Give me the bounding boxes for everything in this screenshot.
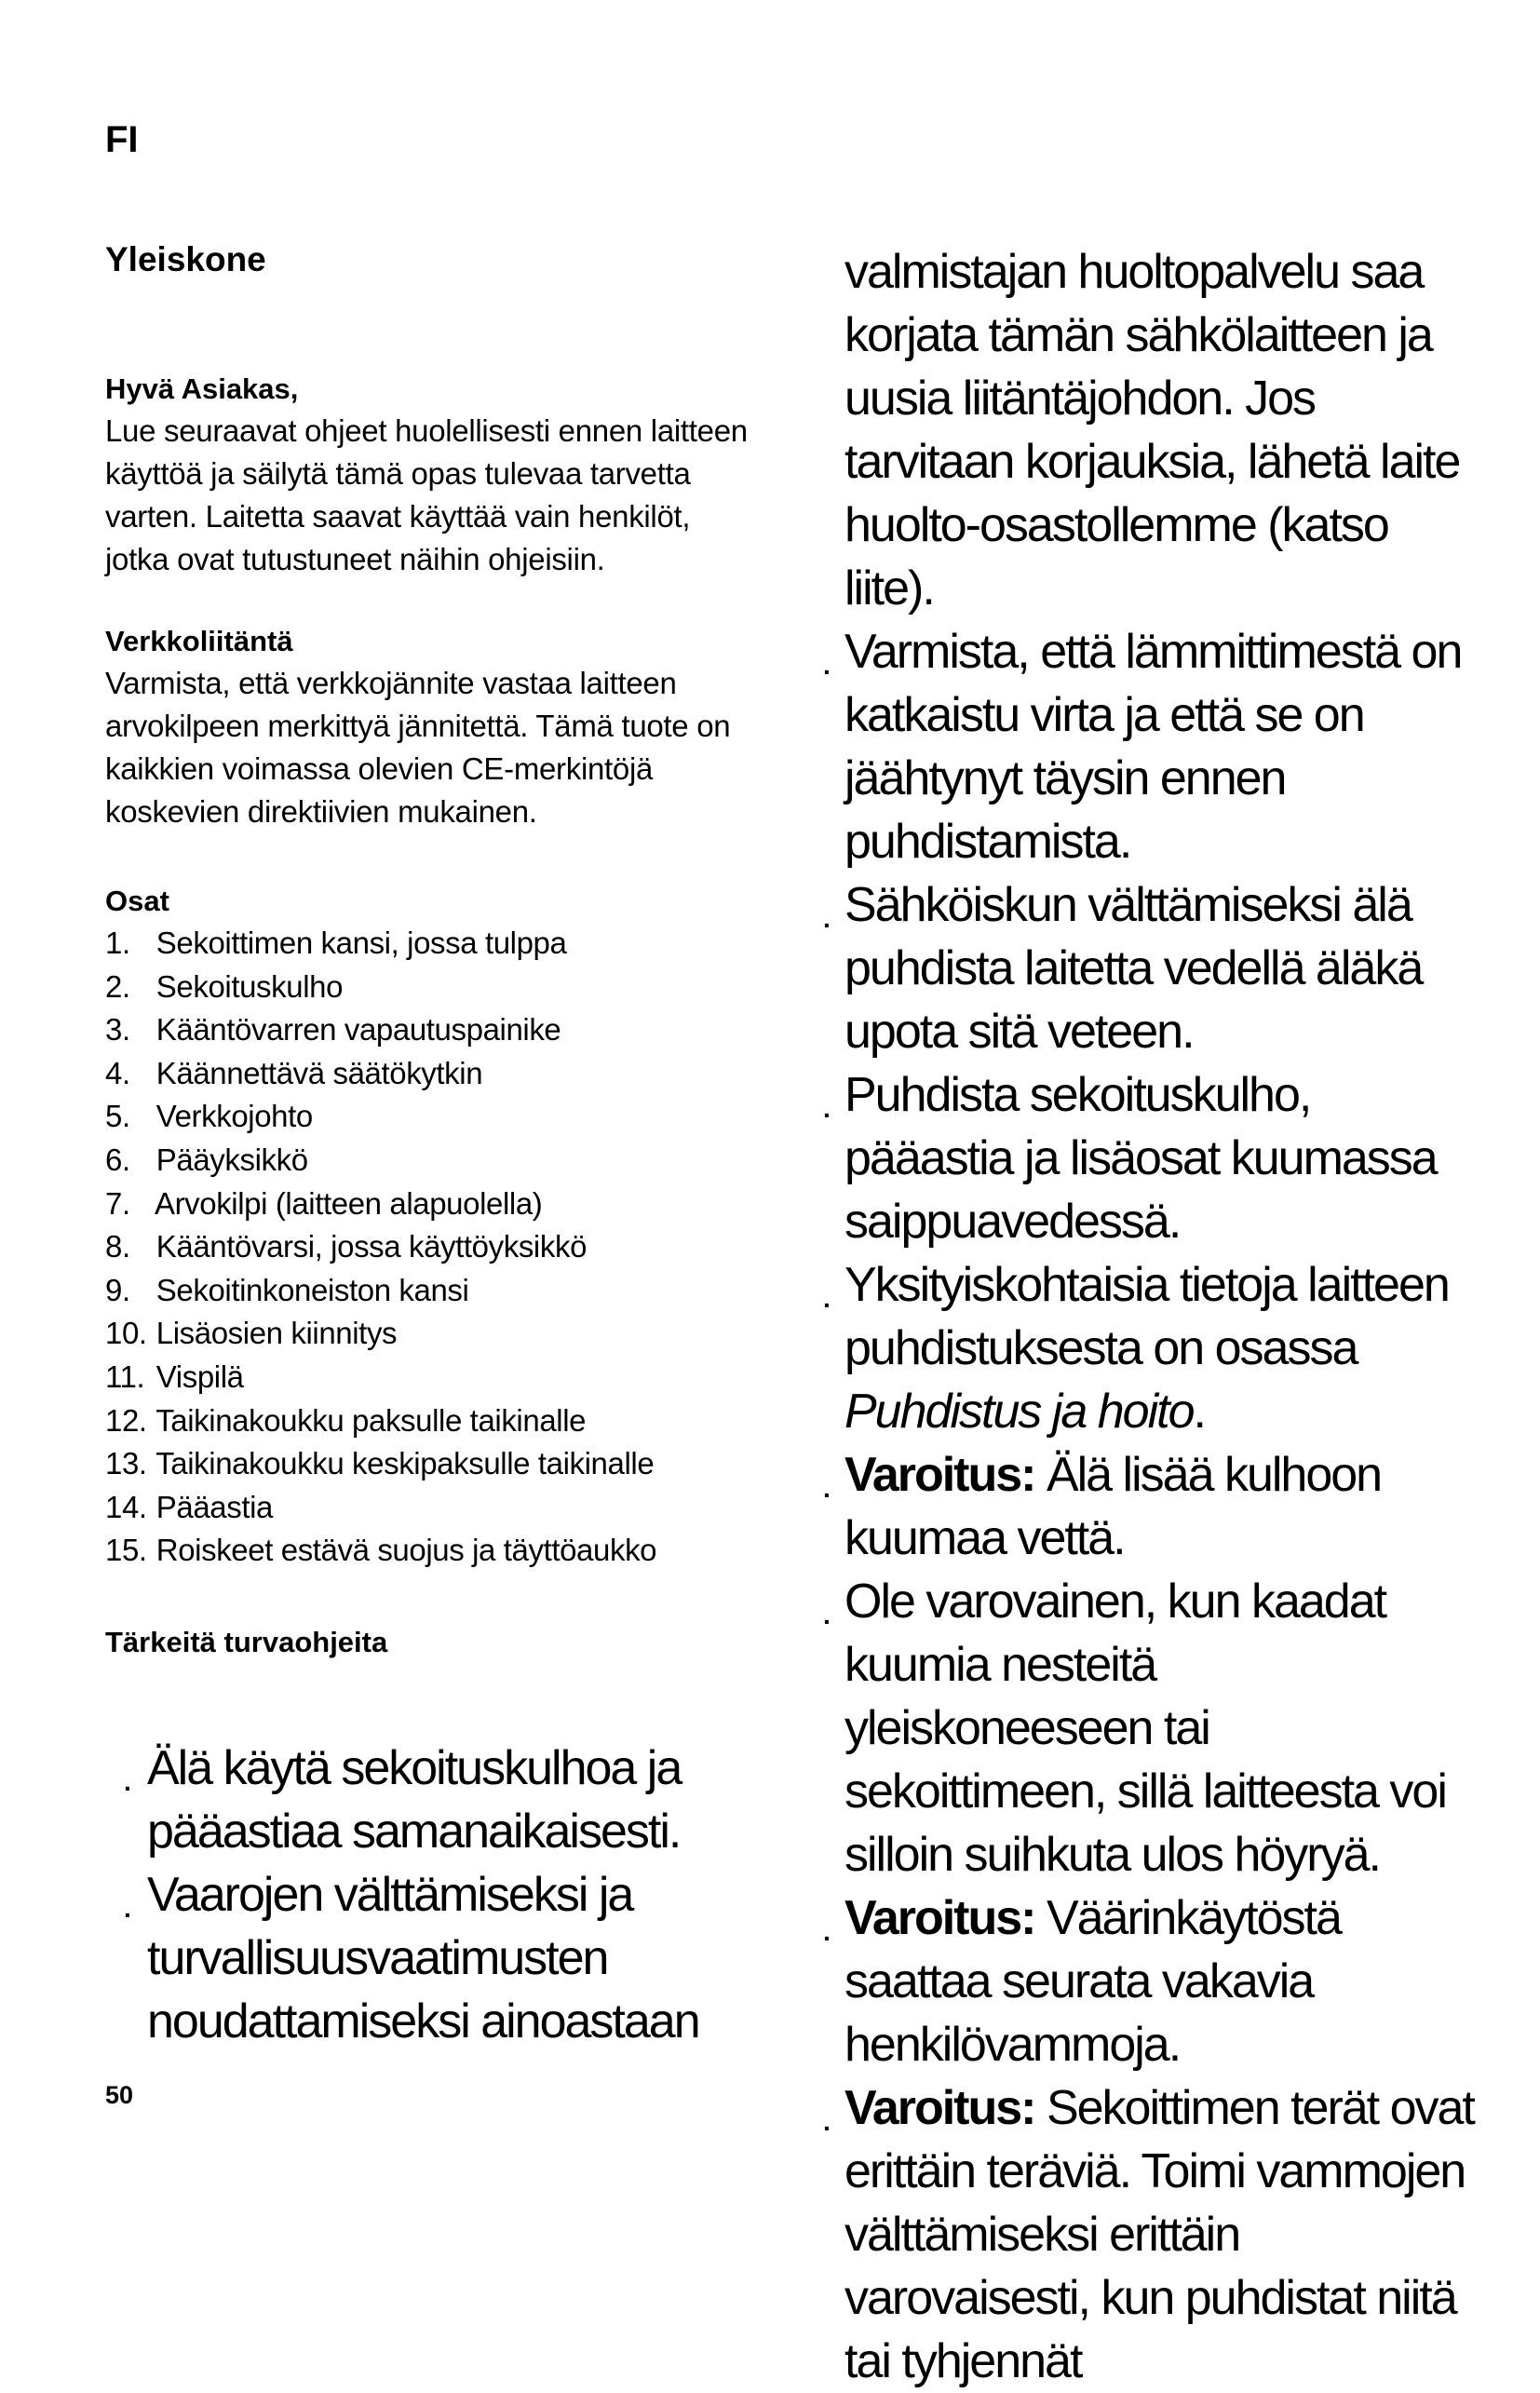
bullet-icon: · xyxy=(823,911,831,940)
warning-bullet: · Varoitus: Älä lisää kulhoon kuumaa vettä. xyxy=(823,1448,1382,1565)
safety-bullet: · Vaarojen välttämiseksi ja turvallisuusvaatimusten noudattamiseksi ainoastaan xyxy=(124,1868,699,2048)
list-item: 1. Sekoittimen kansi, jossa tulppa xyxy=(105,926,567,960)
list-item: 11. Vispilä xyxy=(105,1359,244,1394)
bullet-icon: · xyxy=(823,2114,831,2143)
safety-continuation: valmistajan huoltopalvelu saa korjata tämän sähkölaitteen ja uusia liitäntäjohdon. Jos tarvitaan korjauksia, lähetä laite huolto-osastollemme (katso liite). xyxy=(844,245,1460,615)
page-title: Yleiskone xyxy=(105,240,266,278)
safety-bullet: · Varmista, että lämmittimestä on katkaistu virta ja että se on jäähtynyt täysin ennen puhdistamista. xyxy=(823,625,1462,869)
safety-bullet: · Älä käytä sekoituskulhoa ja pääastiaa samanaikaisesti. xyxy=(124,1741,682,1859)
list-item: 4. Käännettävä säätökytkin xyxy=(105,1055,483,1090)
warning-bullet: · Varoitus: Väärinkäytöstä saattaa seurata vakavia henkilövammoja. xyxy=(823,1891,1341,2072)
safety-bullet: · Yksityiskohtaisia tietoja laitteen puhdistuksesta on osassa Puhdistus ja hoito. xyxy=(823,1258,1449,1439)
warning-label: Varoitus: xyxy=(844,1891,1035,1945)
safety-left-bullets xyxy=(105,1737,720,2053)
bullet-icon: · xyxy=(823,1924,831,1953)
list-item: 5. Verkkojohto xyxy=(105,1099,313,1134)
safety-heading: Tärkeitä turvaohjeita xyxy=(105,1625,388,1658)
list-item: 12. Taikinakoukku paksulle taikinalle xyxy=(105,1402,587,1438)
list-item: 6. Pääyksikkö xyxy=(105,1142,308,1177)
safety-bullet: · Ole varovainen, kun kaadat kuumia nesteitä yleiskoneeseen tai sekoittimeen, sillä laitteesta voi silloin suihkuta ulos höyryä. xyxy=(823,1575,1446,1882)
language-code: FI xyxy=(105,119,139,160)
bullet-icon: · xyxy=(823,657,831,686)
left-column xyxy=(105,368,757,1663)
network-text: Varmista, että verkkojännite vastaa laitteen arvokilpeen merkittyä jännitettä. Tämä tuote on kaikkien voimassa olevien CE-merkintöjä koskevien direktiivien mukainen. xyxy=(105,666,731,829)
parts-heading: Osat xyxy=(105,885,169,917)
bullet-icon: · xyxy=(823,1291,831,1319)
network-heading: Verkkoliitäntä xyxy=(105,625,293,657)
right-column xyxy=(823,240,1474,2393)
list-item: 9. Sekoitinkoneiston kansi xyxy=(105,1272,469,1307)
list-item: 3. Kääntövarren vapautuspainike xyxy=(105,1012,561,1048)
warning-bullet: · Varoitus: Sekoittimen terät ovat erittäin teräviä. Toimi vammojen välttämiseksi erittäin varovaisesti, kun puhdistat niitä tai tyhjennät xyxy=(823,2081,1474,2388)
list-item: 2. Sekoituskulho xyxy=(105,968,344,1004)
bullet-icon: · xyxy=(823,1101,831,1129)
bullet-icon: · xyxy=(823,1480,831,1509)
list-item: 14. Pääastia xyxy=(105,1489,274,1524)
list-item: 15. Roiskeet estävä suojus ja täyttöaukko xyxy=(105,1533,657,1568)
greeting-text: Lue seuraavat ohjeet huolellisesti ennen laitteen käyttöä ja säilytä tämä opas tulevaa tarvetta varten. Laitetta saavat käyttää vain henkilöt, jotka ovat tutustuneet näihin ohjeisiin. xyxy=(105,413,748,576)
parts-list xyxy=(105,922,757,1573)
page-number: 50 xyxy=(105,2081,134,2109)
list-item: 7. Arvokilpi (laitteen alapuolella) xyxy=(105,1185,543,1221)
list-item: 8. Kääntövarsi, jossa käyttöyksikkö xyxy=(105,1229,588,1264)
list-item: 13. Taikinakoukku keskipaksulle taikinalle xyxy=(105,1446,655,1481)
section-reference: Puhdistus ja hoito xyxy=(844,1385,1194,1439)
safety-bullet: · Puhdista sekoituskulho, pääastia ja lisäosat kuumassa saippuavedessä. xyxy=(823,1068,1437,1249)
bullet-icon: · xyxy=(124,1774,131,1803)
warning-label: Varoitus: xyxy=(844,1448,1035,1502)
warning-label: Varoitus: xyxy=(844,2081,1035,2135)
safety-bullet: · Sähköiskun välttämiseksi älä puhdista laitetta vedellä äläkä upota sitä veteen. xyxy=(823,878,1423,1059)
greeting-heading: Hyvä Asiakas, xyxy=(105,372,299,405)
list-item: 10. Lisäosien kiinnitys xyxy=(105,1316,398,1351)
bullet-icon: · xyxy=(124,1900,131,1929)
bullet-icon: · xyxy=(823,1607,831,1636)
